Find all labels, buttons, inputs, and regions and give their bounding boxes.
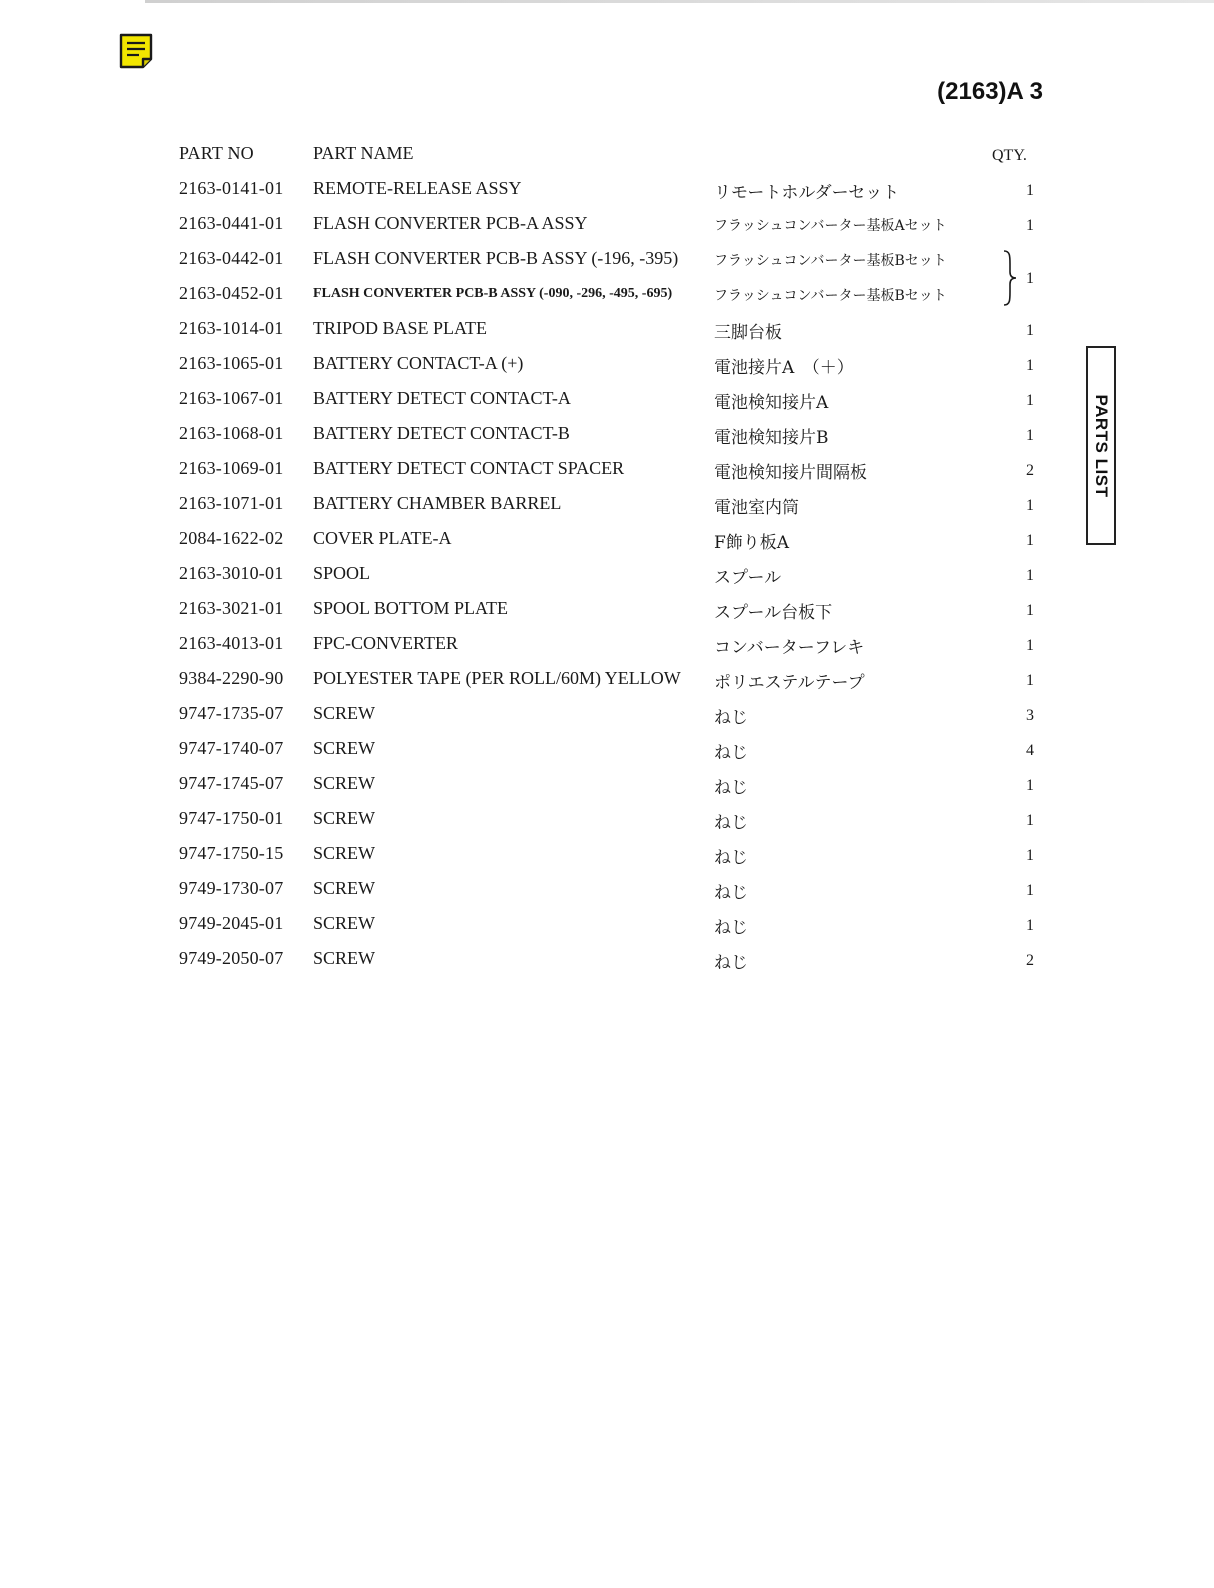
- part-qty: 1: [1026, 672, 1034, 689]
- part-name: BATTERY CONTACT-A (+): [313, 353, 524, 373]
- part-no: 9749-2050-07: [179, 948, 284, 968]
- part-name: FLASH CONVERTER PCB-A ASSY: [313, 213, 588, 233]
- table-row: [0, 178, 1214, 208]
- part-no: 2163-4013-01: [179, 633, 284, 653]
- header-qty: QTY.: [992, 147, 1027, 164]
- table-row: [0, 318, 1214, 348]
- parts-list-tab-label: PARTS LIST: [1092, 394, 1111, 497]
- table-row: [0, 948, 1214, 978]
- table-row: [0, 493, 1214, 523]
- part-no: 2163-0442-01: [179, 248, 284, 268]
- part-name: SCREW: [313, 843, 376, 863]
- part-qty: 1: [1026, 777, 1034, 794]
- table-row: [0, 528, 1214, 558]
- part-name-jp: 電池検知接片B: [714, 428, 829, 448]
- table-row: [0, 738, 1214, 768]
- part-name: BATTERY DETECT CONTACT-B: [313, 423, 570, 443]
- part-name: SCREW: [313, 948, 376, 968]
- part-name: FLASH CONVERTER PCB-B ASSY (-196, -395): [313, 248, 679, 268]
- part-name-jp: フラッシュコンバーター基板Bセット: [714, 253, 947, 269]
- part-name: SPOOL BOTTOM PLATE: [313, 598, 509, 618]
- part-qty: 2: [1026, 462, 1034, 479]
- part-name-jp: ねじ: [714, 778, 748, 798]
- part-qty: 1: [1026, 392, 1034, 409]
- part-name: SCREW: [313, 703, 376, 723]
- part-qty: 3: [1026, 707, 1034, 724]
- table-row: [0, 843, 1214, 873]
- part-qty: 2: [1026, 952, 1034, 969]
- part-no: 9749-1730-07: [179, 878, 284, 898]
- table-row: [0, 388, 1214, 418]
- part-no: 2163-1014-01: [179, 318, 284, 338]
- table-row: [0, 213, 1214, 243]
- part-name-jp: ねじ: [714, 918, 748, 938]
- part-name: FPC-CONVERTER: [313, 633, 458, 653]
- part-no: 2084-1622-02: [179, 528, 284, 548]
- part-qty: 1: [1026, 882, 1034, 899]
- part-name-jp: 電池検知接片A: [714, 393, 829, 413]
- part-name-jp: F飾り板A: [714, 533, 790, 553]
- part-name-jp: コンバーターフレキ: [714, 638, 865, 658]
- table-row: [0, 353, 1214, 383]
- part-name-jp: 電池室内筒: [714, 498, 799, 518]
- part-name-jp: ねじ: [714, 813, 748, 833]
- part-name: SCREW: [313, 738, 376, 758]
- part-name-jp: リモートホルダーセット: [714, 183, 900, 203]
- part-name-jp: スプール: [714, 568, 782, 588]
- part-no: 9747-1740-07: [179, 738, 284, 758]
- part-name: TRIPOD BASE PLATE: [313, 318, 488, 338]
- part-no: 2163-1067-01: [179, 388, 284, 408]
- part-qty: 1: [1026, 427, 1034, 444]
- part-no: 2163-3010-01: [179, 563, 284, 583]
- part-no: 2163-1069-01: [179, 458, 284, 478]
- top-border-line: [145, 0, 1214, 3]
- part-qty: 1: [1026, 812, 1034, 829]
- part-no: 2163-0441-01: [179, 213, 284, 233]
- table-row: [0, 458, 1214, 488]
- table-row: [0, 668, 1214, 698]
- part-qty: 1: [1026, 497, 1034, 514]
- part-qty: 4: [1026, 742, 1034, 759]
- table-row: [0, 563, 1214, 593]
- part-name: BATTERY DETECT CONTACT SPACER: [313, 458, 625, 478]
- part-name: POLYESTER TAPE (PER ROLL/60M) YELLOW: [313, 668, 681, 688]
- part-qty: 1: [1026, 217, 1034, 234]
- part-name: SCREW: [313, 878, 376, 898]
- part-qty: 1: [1026, 357, 1034, 374]
- table-row: [0, 878, 1214, 908]
- part-no: 9747-1750-01: [179, 808, 284, 828]
- note-icon[interactable]: [119, 33, 153, 69]
- part-name-jp: ねじ: [714, 953, 748, 973]
- table-header: [0, 143, 1214, 173]
- part-no: 9749-2045-01: [179, 913, 284, 933]
- part-name-jp: ねじ: [714, 883, 748, 903]
- part-no: 9384-2290-90: [179, 668, 284, 688]
- part-qty: 1: [1026, 182, 1034, 199]
- part-qty: 1: [1026, 602, 1034, 619]
- part-qty: 1: [1026, 637, 1034, 654]
- part-no: 2163-1071-01: [179, 493, 284, 513]
- part-name-jp: ねじ: [714, 743, 748, 763]
- part-name-jp: スプール台板下: [714, 603, 833, 623]
- part-qty: 1: [1026, 567, 1034, 584]
- part-name: FLASH CONVERTER PCB-B ASSY (-090, -296, -495, -695): [313, 286, 673, 301]
- part-no: 2163-0141-01: [179, 178, 284, 198]
- group-brace: [1001, 250, 1021, 306]
- part-name-jp: 三脚台板: [714, 323, 782, 343]
- part-name: REMOTE-RELEASE ASSY: [313, 178, 522, 198]
- part-qty: 1: [1026, 322, 1034, 339]
- part-no: 9747-1745-07: [179, 773, 284, 793]
- part-no: 2163-1065-01: [179, 353, 284, 373]
- table-row: [0, 808, 1214, 838]
- table-row: [0, 913, 1214, 943]
- group-qty: 1: [1026, 270, 1034, 287]
- table-row: [0, 703, 1214, 733]
- table-row: [0, 423, 1214, 453]
- part-no: 9747-1735-07: [179, 703, 284, 723]
- part-name-jp: ポリエステルテープ: [714, 673, 865, 693]
- part-name: SPOOL: [313, 563, 371, 583]
- table-row: [0, 773, 1214, 803]
- part-no: 2163-3021-01: [179, 598, 284, 618]
- part-name-jp: 電池検知接片間隔板: [714, 463, 867, 483]
- table-row: [0, 633, 1214, 663]
- part-name-jp: ねじ: [714, 708, 748, 728]
- table-row: [0, 598, 1214, 628]
- part-qty: 1: [1026, 532, 1034, 549]
- part-name-jp: フラッシュコンバーター基板Bセット: [714, 288, 947, 304]
- part-name: BATTERY CHAMBER BARREL: [313, 493, 562, 513]
- part-no: 2163-1068-01: [179, 423, 284, 443]
- part-qty: 1: [1026, 917, 1034, 934]
- header-part-name: PART NAME: [313, 143, 414, 163]
- part-no: 9747-1750-15: [179, 843, 284, 863]
- part-no: 2163-0452-01: [179, 283, 284, 303]
- part-name: BATTERY DETECT CONTACT-A: [313, 388, 571, 408]
- parts-list-tab[interactable]: [1086, 346, 1116, 545]
- part-name-jp: ねじ: [714, 848, 748, 868]
- header-part-no: PART NO: [179, 143, 254, 163]
- page-code: (2163)A 3: [937, 78, 1043, 105]
- part-name: SCREW: [313, 773, 376, 793]
- part-qty: 1: [1026, 847, 1034, 864]
- part-name: COVER PLATE-A: [313, 528, 452, 548]
- part-name: SCREW: [313, 913, 376, 933]
- part-name: SCREW: [313, 808, 376, 828]
- part-name-jp: フラッシュコンバーター基板Aセット: [714, 218, 947, 234]
- part-name-jp: 電池接片A （＋）: [714, 358, 854, 378]
